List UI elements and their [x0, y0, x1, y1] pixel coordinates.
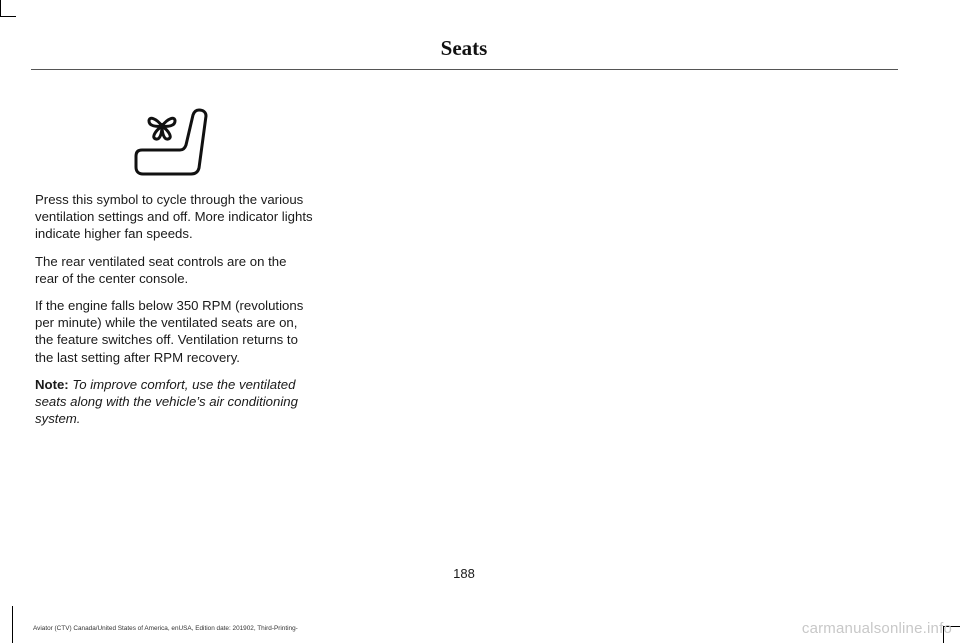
note-text: To improve comfort, use the ventilated seats along with the vehicle’s air conditioning system.	[35, 376, 298, 427]
note-label: Note:	[35, 376, 69, 392]
note	[35, 376, 313, 428]
crop-mark	[0, 16, 16, 17]
paragraph: Press this symbol to cycle through the various ventilation settings and off. More indicator lights indicate higher fan speeds.	[35, 192, 313, 242]
header-divider	[31, 69, 898, 70]
paragraph: The rear ventilated seat controls are on the rear of the center console.	[35, 253, 287, 286]
body-text	[35, 191, 313, 437]
watermark: carmanualsonline.info	[801, 620, 952, 637]
footer-text: Aviator (CTV) Canada/United States of America, enUSA, Edition date: 201902, Third-Printing-	[33, 625, 298, 632]
crop-mark	[12, 606, 13, 643]
ventilated-seat-icon	[133, 106, 211, 176]
paragraph: If the engine falls below 350 RPM (revolutions per minute) while the ventilated seats are on, the feature switches off. Ventilation returns to the last setting after RPM recovery.	[35, 298, 304, 365]
page-title: Seats	[440, 36, 488, 60]
crop-mark	[0, 0, 1, 16]
page-number: 188	[453, 566, 475, 581]
